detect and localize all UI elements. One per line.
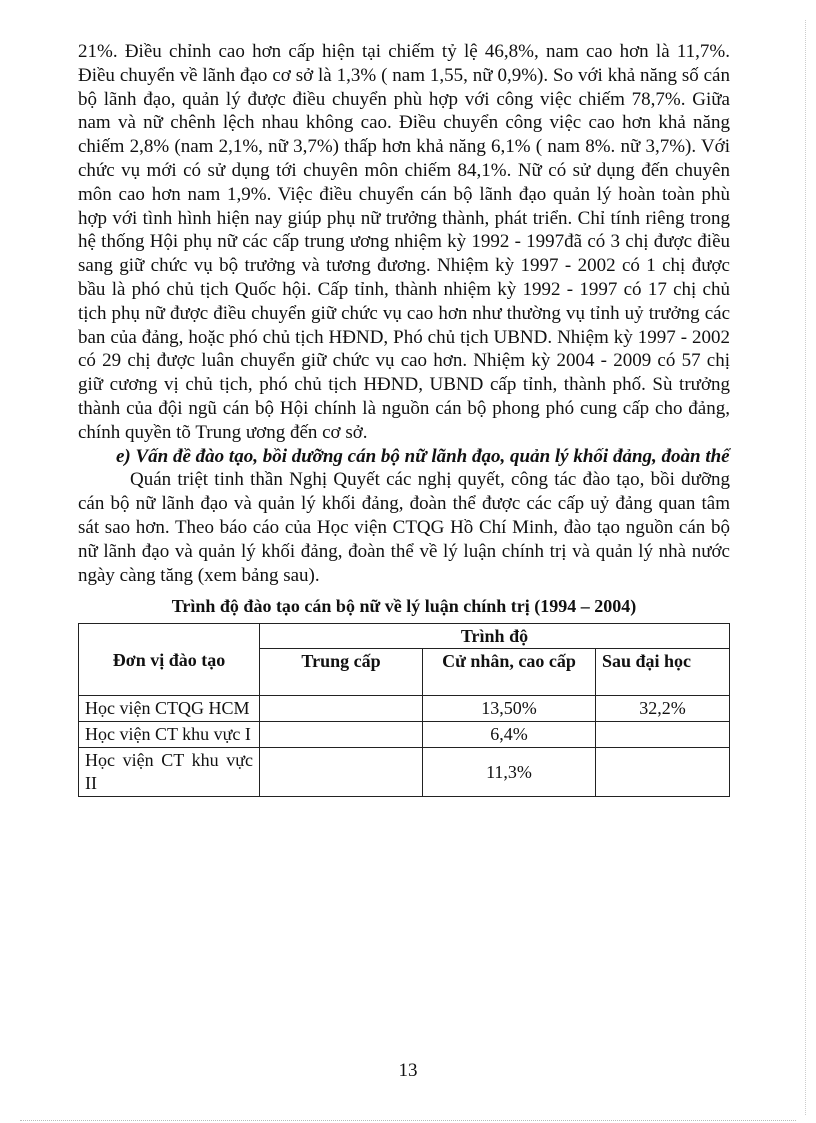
trung-cap-cell [260, 696, 423, 722]
unit-cell: Học viện CTQG HCM [79, 696, 260, 722]
table-row [79, 722, 730, 748]
sau-dai-hoc-cell: 32,2% [596, 696, 730, 722]
training-level-table [78, 623, 730, 797]
cu-nhan-cell: 13,50% [423, 696, 596, 722]
cu-nhan-cell: 6,4% [423, 722, 596, 748]
document-page [78, 40, 730, 797]
sau-dai-hoc-cell [596, 748, 730, 797]
header-group-level: Trình độ [260, 624, 730, 649]
header-cu-nhan: Cử nhân, cao cấp [423, 649, 596, 696]
cu-nhan-cell: 11,3% [423, 748, 596, 797]
table-caption: Trình độ đào tạo cán bộ nữ về lý luận chính trị (1994 – 2004) [171, 596, 637, 617]
page-bottom-divider [20, 1120, 796, 1121]
trung-cap-cell [260, 748, 423, 797]
header-unit: Đơn vị đào tạo [79, 624, 260, 696]
trung-cap-cell [260, 722, 423, 748]
paragraph-2: Quán triệt tinh thần Nghị Quyết các nghị quyết, công tác đào tạo, bồi dưỡng cán bộ nữ lãnh đạo và quản lý khối đảng, đoàn thể được các cấp uỷ đảng quan tâm sát sao hơn. Theo báo cáo của Học viện CTQG Hồ Chí Minh, đào tạo nguồn cán bộ nữ lãnh đạo và quản lý khối đảng, đoàn thể về lý luận chính trị và quản lý nhà nước ngày càng tăng (xem bảng sau). [78, 469, 730, 586]
section-heading: e) Vấn đề đào tạo, bồi dưỡng cán bộ nữ lãnh đạo, quản lý khối đảng, đoàn thể [116, 445, 730, 467]
page-number: 13 [398, 1060, 418, 1081]
sau-dai-hoc-cell [596, 722, 730, 748]
header-sau-dai-hoc: Sau đại học [596, 649, 730, 696]
table-row [79, 748, 730, 797]
unit-cell: Học viện CT khu vực I [79, 722, 260, 748]
page-right-divider [805, 20, 806, 1115]
paragraph-1: 21%. Điều chỉnh cao hơn cấp hiện tại chiếm tỷ lệ 46,8%, nam cao hơn là 11,7%. Điều chuyển về lãnh đạo cơ sở là 1,3% ( nam 1,55, nữ 0,9%). So với khả năng số cán bộ lãnh đạo, quản lý được điều chuyển phù hợp với công việc chiếm 78,7%. Giữa nam và nữ chênh lệch nhau không cao. Điều chuyển công việc cao hơn khả năng chiếm 2,8% (nam 2,1%, nữ 3,7%) thấp hơn khả năng 6,1% ( nam 8%. nữ 3,7%). Với chức vụ mới có sử dụng tới chuyên môn chiếm 84,1%. Nữ có sử dụng đến chuyên môn cao hơn nam 1,9%. Việc điều chuyển cán bộ lãnh đạo quản lý hoàn toàn phù hợp với tình hình hiện nay giúp phụ nữ trưởng thành, phát triển. Chỉ tính riêng trong hệ thống Hội phụ nữ các cấp trung ương nhiệm kỳ 1992 - 1997đã có 3 chị được điều sang giữ chức vụ bộ trưởng và tương đương. Nhiệm kỳ 1997 - 2002 có 1 chị được bầu là phó chủ tịch Quốc hội. Cấp tỉnh, thành nhiệm kỳ 1992 - 1997 có 17 chị chủ tịch phụ nữ được điều chuyển giữ chức vụ cao hơn như thường vụ tỉnh uỷ trưởng các ban của đảng, hoặc phó chủ tịch HĐND, Phó chủ tịch UBND. Nhiệm kỳ 1997 - 2002 có 29 chị được luân chuyển giữ chức vụ cao hơn. Nhiệm kỳ 2004 - 2009 có 57 chị giữ cương vị chủ tịch, phó chủ tịch HĐND, UBND cấp tỉnh, thành phố. Sù trưởng thành của đội ngũ cán bộ Hội chính là nguồn cán bộ phong phó cung cấp cho đảng, chính quyền tõ Trung ương đến cơ sở. [78, 41, 730, 443]
table-header-row [79, 624, 730, 649]
header-trung-cap: Trung cấp [260, 649, 423, 696]
unit-cell: Học viện CT khu vực II [79, 748, 260, 797]
table-row [79, 696, 730, 722]
